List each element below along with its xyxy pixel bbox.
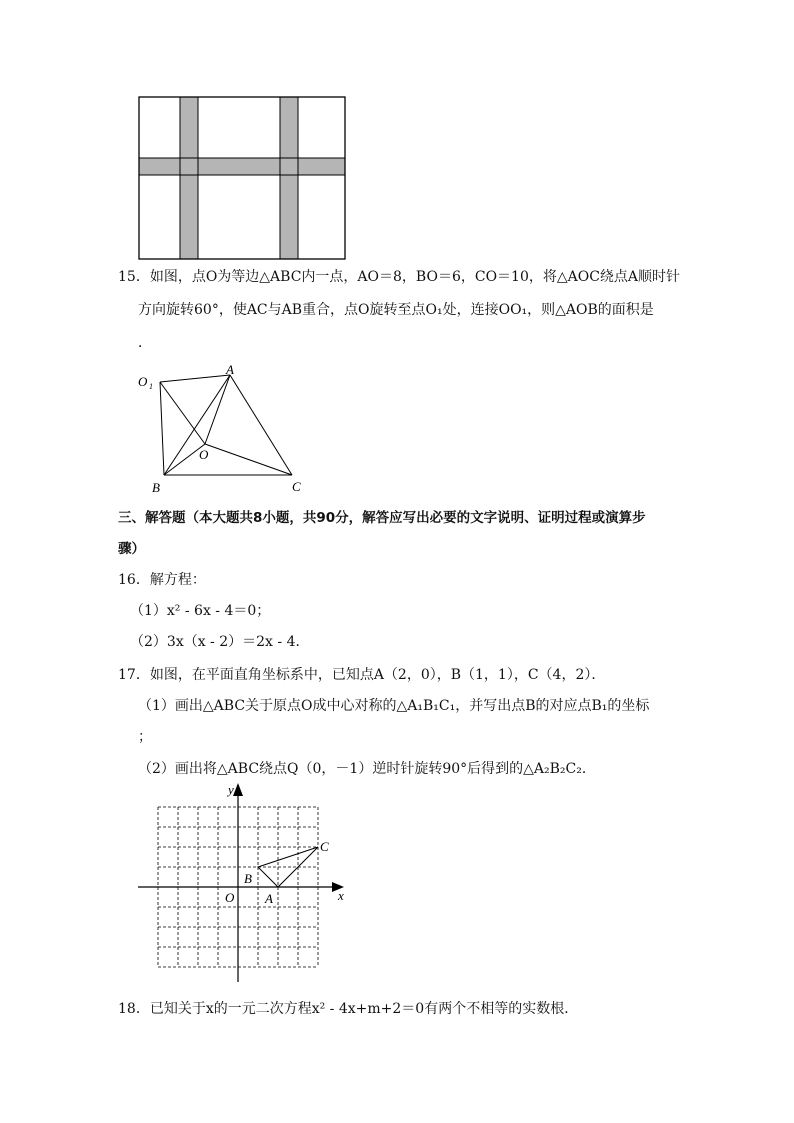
q15-line1: 15．如图，点O为等边△ABC内一点，AO＝8，BO＝6，CO＝10，将△AOC绕点A顺时针 [118,269,681,285]
q15-line2: 方向旋转60°，使AC与AB重合，点O旋转至点O₁处，连接OO₁，则△AOB的面积是 [138,302,654,318]
axis-label-y: y [228,782,234,797]
q15-line3: ． [138,335,152,351]
label-C: C [292,479,301,494]
vertical-strip-left [180,97,198,259]
point-label-A: A [265,891,273,906]
q16-part2: （2）3x（x - 2）＝2x - 4． [130,634,310,650]
road-rectangle-figure [138,96,346,260]
point-label-C: C [320,839,329,854]
label-O1: O [138,374,148,389]
coordinate-grid-figure [132,780,352,990]
axis-label-x: x [338,888,344,903]
origin-label: O [225,890,235,905]
q16-title: 16．解方程： [118,572,206,588]
y-axis-arrow [233,783,243,796]
label-O1-subscript: 1 [149,382,153,391]
vertical-strip-right [280,97,298,259]
section3-heading-cont: 骤） [118,541,145,557]
q16-part1: （1）x² - 6x - 4＝0； [130,603,271,619]
q18-line1: 18．已知关于x的一元二次方程x² - 4x+m+2＝0有两个不相等的实数根． [118,1001,579,1017]
q17-part1: （1）画出△ABC关于原点O成中心对称的△A₁B₁C₁，并写出点B的对应点B₁的坐标 [138,698,650,714]
outer-rectangle [139,97,345,259]
horizontal-strip [139,158,345,175]
point-label-B: B [244,871,252,886]
q17-part1-cont: ； [138,729,152,745]
label-B: B [152,480,160,495]
label-A: A [226,362,234,377]
q17-part2: （2）画出将△ABC绕点Q（0，－1）逆时针旋转90°后得到的△A₂B₂C₂． [138,761,596,777]
label-O: O [199,447,209,462]
q17-title: 17．如图，在平面直角坐标系中，已知点A（2，0），B（1，1），C（4，2）． [118,667,606,683]
section3-heading: 三、解答题（本大题共8小题，共90分，解答应写出必要的文字说明、证明过程或演算步 [118,510,646,526]
triangle-rotation-figure [132,360,312,496]
